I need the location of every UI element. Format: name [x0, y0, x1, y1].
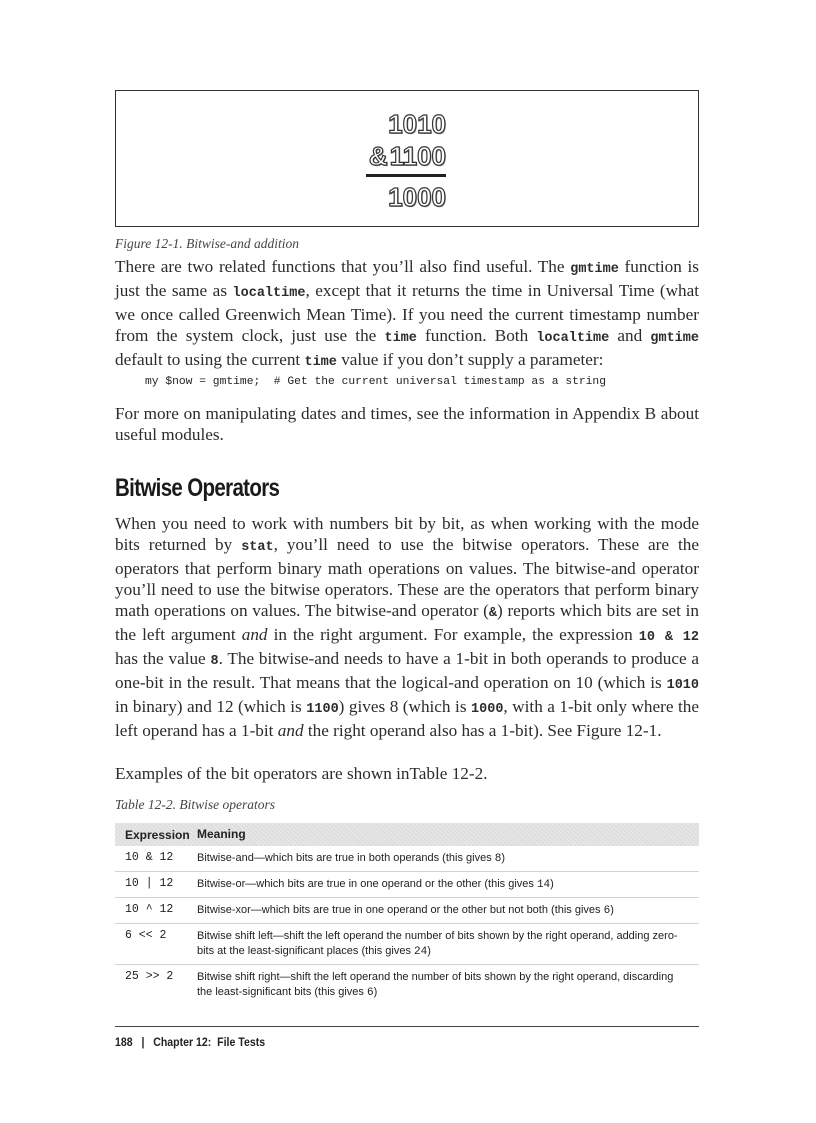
page-footer [115, 1035, 265, 1049]
text: ) [550, 878, 554, 890]
emphasis-and: and [277, 721, 304, 740]
header-meaning: Meaning [197, 827, 246, 841]
header-expression: Expression [125, 827, 190, 842]
code-localtime: localtime [536, 331, 610, 346]
code-example-gmtime: my $now = gmtime; # Get the current universal timestamp as a string [145, 376, 606, 388]
text: Bitwise shift left—shift the left operand the number of bits shown by the right operand, adding zero-bits at the least-significant places (this gives [197, 930, 678, 957]
row-expression: 6 << 2 [125, 929, 167, 942]
chapter-title: Chapter 12: File Tests [153, 1035, 266, 1049]
row-value: 14 [536, 879, 551, 891]
code-binary-12: 1100 [306, 702, 339, 717]
code-expression: 10 & 12 [638, 630, 700, 645]
paragraph-dates: For more on manipulating dates and times, see the information in Appendix B about useful modules. [115, 404, 699, 444]
text: . The bitwise-and needs to have a 1-bit in both operands to produce a one-bit in the result. That means that the logical-and operation on 10 (which is [115, 649, 699, 692]
code-binary-10: 1010 [666, 678, 699, 693]
text: function. Both [416, 326, 537, 345]
text: ) [610, 904, 614, 916]
table-row [115, 846, 699, 872]
text: ) gives 8 (which is [338, 697, 472, 716]
row-meaning [197, 970, 699, 1001]
table-row [115, 965, 699, 1005]
bitwise-operators-table [115, 823, 699, 1005]
bitwise-and-figure [366, 108, 446, 213]
table-row [115, 898, 699, 924]
text: value if you don’t supply a parameter: [336, 350, 604, 369]
row-expression: 10 & 12 [125, 851, 174, 864]
text: the right operand also has a 1-bit). See Figure 12-1. [303, 721, 662, 740]
table-header [115, 823, 699, 846]
text: Bitwise-xor—which bits are true in one operand or the other but not both (this gives [197, 904, 604, 916]
text: has the value [115, 649, 211, 668]
text: , with a 1-bit only where the left operand has a 1-bit [115, 697, 699, 740]
code-gmtime: gmtime [570, 262, 619, 277]
table-row [115, 924, 699, 965]
emphasis-and: and [241, 625, 268, 644]
paragraph-gmtime [115, 256, 699, 373]
text: , you’ll need to use the bitwise operators. These are the operators that perform binary math operations on values. The bitwise-and operator you’ll need to use the bitwise operators. These are the operators that perform binary math operations on values. The bitwise-and operator ( [115, 535, 699, 620]
row-value: 24 [414, 946, 428, 958]
row-meaning [197, 877, 699, 893]
figure-operand-2 [366, 140, 446, 172]
text: in the right argument. For example, the expression [267, 625, 639, 644]
text: When you need to work with numbers bit by bit, as when working with the mode bits returned by [115, 514, 699, 554]
text: ) [501, 852, 506, 864]
text: ) [373, 986, 378, 998]
text: , except that it returns the time in Universal Time (what we once called Greenwich Mean Time). If you need the current timestamp number from the system clock, just use the [115, 281, 700, 345]
text: Bitwise shift right—shift the left operand the number of bits shown by the right operand, discarding the least-significant bits (this gives [197, 971, 674, 998]
text: ) [427, 945, 431, 957]
code-ampersand: & [488, 606, 498, 621]
code-binary-8: 1000 [471, 702, 504, 717]
code-value: 8 [210, 654, 219, 669]
table-row [115, 872, 699, 898]
code-localtime: localtime [232, 286, 306, 301]
figure-operator: & [368, 141, 388, 171]
figure-operand-1: 1010 [388, 109, 446, 139]
code-time: time [304, 355, 337, 370]
footer-rule [115, 1026, 699, 1027]
figure-caption: Figure 12-1. Bitwise-and addition [115, 236, 299, 251]
text: Bitwise-or—which bits are true in one operand or the other (this gives [197, 878, 537, 890]
row-meaning [197, 903, 699, 919]
section-heading: Bitwise Operators [115, 474, 280, 502]
row-value: 8 [494, 853, 502, 865]
page-number: 188 [115, 1035, 133, 1049]
row-meaning [197, 929, 699, 960]
row-value: 6 [603, 905, 611, 917]
figure-operand-2-value: 1100 [389, 141, 446, 171]
table-caption: Table 12-2. Bitwise operators [115, 797, 276, 812]
figure-result: 1000 [388, 182, 446, 212]
text: There are two related functions that you’ll also find useful. The [115, 257, 571, 276]
footer-separator: | [141, 1035, 145, 1049]
row-expression: 10 | 12 [125, 877, 174, 890]
text: in binary) and 12 (which is [115, 697, 307, 716]
text: and [609, 326, 651, 345]
code-stat: stat [241, 540, 274, 555]
row-meaning [197, 851, 699, 867]
code-gmtime: gmtime [650, 331, 699, 346]
row-value: 6 [366, 987, 374, 999]
paragraph-examples: Examples of the bit operators are shown inTable 12-2. [115, 764, 488, 783]
row-expression: 25 >> 2 [125, 970, 174, 983]
code-time: time [384, 331, 417, 346]
text: ) reports which bits are set in the left argument [115, 601, 699, 644]
text: default to using the current [115, 350, 305, 369]
figure-sum-rule [366, 174, 446, 177]
row-expression: 10 ^ 12 [125, 903, 174, 916]
paragraph-bitwise [115, 513, 699, 741]
text: function is just the same as [115, 257, 699, 300]
text: Bitwise-and—which bits are true in both operands (this gives [197, 852, 495, 864]
